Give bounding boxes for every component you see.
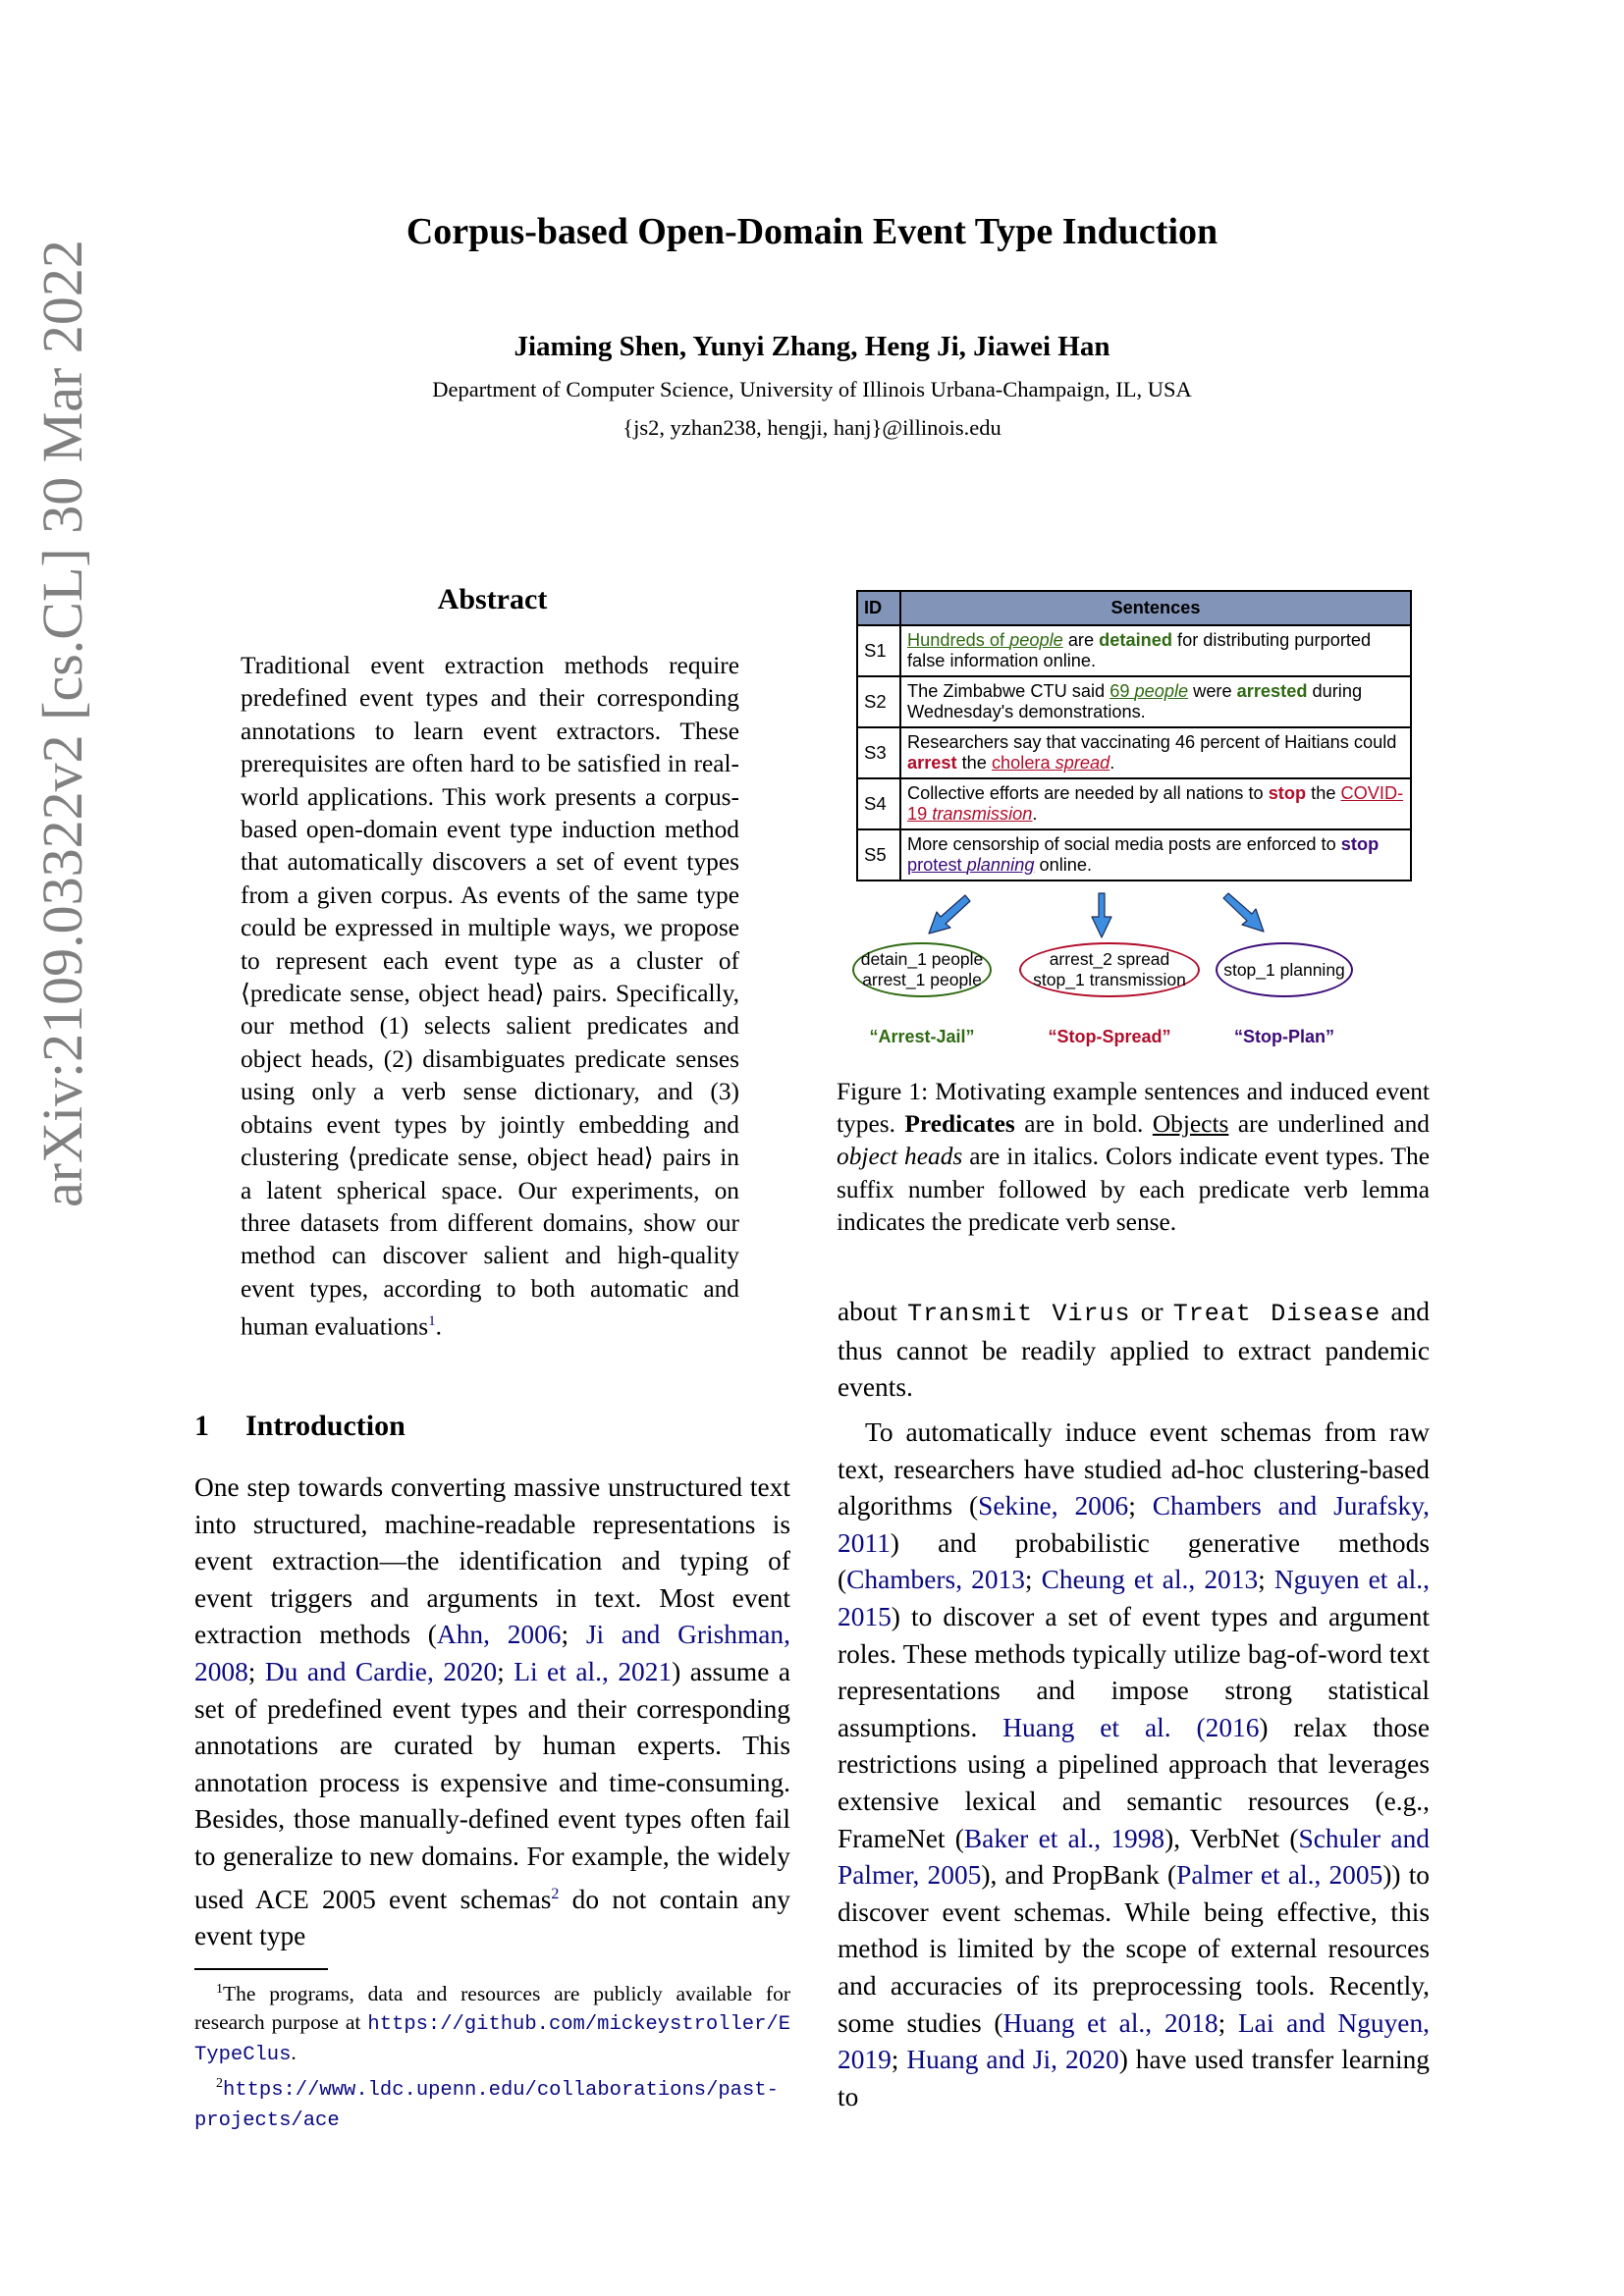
paper-authors: Jiaming Shen, Yunyi Zhang, Heng Ji, Jiawei Han — [514, 331, 1110, 362]
intro-paragraph-2: To automatically induce event schemas from raw text, researchers have studied ad-hoc clustering-based algorithms (Sekine, 2006; Chambers and Jurafsky, 2011) and probabilistic generative methods (Chambers, 2013; Cheung et al., 2013; Nguyen et al., 2015) to discover a set of event types and argument roles. These methods typically utilize bag-of-word text representations and impose strong statistical assumptions. Huang et al. (2016) relax those restrictions using a pipelined approach that leverages extensive lexical and semantic resources (e.g., FrameNet (Baker et al., 1998), VerbNet (Schuler and Palmer, 2005), and PropBank (Palmer et al., 2005)) to discover event schemas. While being effective, this method is limited by the scope of external resources and accuracies of its preprocessing tools. Recently, some studies (Huang et al., 2018; Lai and Nguyen, 2019; Huang and Ji, 2020) have used transfer learning to — [838, 1417, 1430, 2111]
object-head: planning — [966, 855, 1035, 875]
citation-ji-grishman-2008[interactable]: Ji and Grishman, 2008 — [194, 1620, 790, 1686]
citation-lai-nguyen-2019[interactable]: Lai and Nguyen, 2019 — [838, 2007, 1430, 2075]
predicate: stop — [1268, 782, 1307, 803]
row-id: S2 — [857, 676, 900, 727]
intro-paragraph-1-continued: about Transmit Virus or Treat Disease and thus cannot be readily applied to extract pandemic events. — [838, 1297, 1430, 1403]
cluster-pair: arrest_1 people — [862, 970, 982, 989]
table-row — [857, 676, 1411, 727]
abstract-text: Traditional event extraction methods require predefined event types and their corresponding annotations to learn event extractors. These prerequisites are often hard to be satisfied in real-world applications. This work presents a corpus-based open-domain event type induction method that automatically discovers a set of event types from a given corpus. As events of the same type could be expressed in multiple ways, we propose to represent each event type as a cluster of ⟨predicate sense, object head⟩ pairs. Specifically, our method (1) selects salient predicates and object heads, (2) disambiguates predicate senses using only a verb sense dictionary, and (3) obtains event types by jointly embedding and clustering ⟨predicate sense, object head⟩ pairs in a latent spherical space. Our experiments, on three datasets from different domains, show our method can discover salient and high-quality event types, according to both automatic and human evaluations — [241, 652, 739, 1341]
table-row — [857, 727, 1411, 778]
object-phrase: cholera spread — [991, 753, 1110, 773]
event-type-label-stop-spread: “Stop-Spread” — [1048, 1027, 1171, 1046]
cluster-pair: stop_1 planning — [1223, 959, 1345, 980]
section-number: 1 — [194, 1410, 209, 1442]
body-text: ) assume a set of predefined event types and their corresponding annotations are curated by human experts. This annotation process is expensive and time-consuming. Besides, those manually-defined event types often fail to generalize to new domains. For example, the widely used ACE 2005 event schemas — [194, 1656, 791, 1914]
row-sentence: More censorship of social media posts are enforced to stop protest planning online. — [900, 829, 1411, 881]
object-head: people — [1009, 629, 1063, 650]
row-sentence: Hundreds of people are detained for distributing purported false information online. — [900, 625, 1411, 676]
footnote-1-text: The programs, data and resources are publicly available for research purpose at — [194, 1982, 790, 2034]
cluster-arrest-jail — [852, 942, 992, 997]
footnote-rule — [194, 1968, 328, 1970]
object-phrase: COVID-19 transmission — [907, 782, 1404, 824]
cluster-stop-spread — [1019, 942, 1200, 997]
abstract-body — [241, 650, 739, 1344]
object-phrase: 69 people — [1110, 680, 1189, 701]
object-phrase: Hundreds of people — [907, 629, 1063, 650]
event-type-transmit-virus: Transmit Virus — [907, 1300, 1131, 1328]
abstract-heading: Abstract — [437, 583, 548, 615]
footnotes — [194, 1976, 790, 2136]
citation-li-2021[interactable]: Li et al., 2021 — [514, 1656, 673, 1686]
citation-huang-2018[interactable]: Huang et al., 2018 — [1002, 2007, 1218, 2038]
cluster-stop-plan — [1216, 942, 1353, 997]
object-phrase: protest planning — [907, 855, 1035, 875]
footnote-ref-1[interactable]: 1 — [428, 1313, 436, 1330]
predicate: arrested — [1236, 680, 1308, 701]
citation-ahn-2006[interactable]: Ahn, 2006 — [436, 1620, 562, 1650]
table-row — [857, 829, 1411, 881]
section-title: Introduction — [245, 1410, 406, 1442]
intro-paragraph-1: One step towards converting massive unstructured text into structured, machine-readable representations is event extraction—the identification and typing of event triggers and arguments in text. Most event extraction methods (Ahn, 2006; Ji and Grishman, 2008; Du and Cardie, 2020; Li et al., 2021) assume a set of predefined event types and their corresponding annotations are curated by human experts. This annotation process is expensive and time-consuming. Besides, those manually-defined event types often fail to generalize to new domains. For example, the widely used ACE 2005 event schemas$^2$ do not contain any event type — [194, 1472, 791, 1951]
footnote-2 — [194, 2070, 790, 2136]
ldc-ace-link[interactable]: https://www.ldc.upenn.edu/collaborations/past-projects/ace — [194, 2078, 779, 2133]
column-header-id: ID — [857, 591, 900, 625]
github-link[interactable]: https://github.com/mickeystroller/ETypeClus — [194, 2012, 790, 2067]
citation-chambers-2013[interactable]: Chambers, 2013 — [846, 1565, 1025, 1595]
row-sentence: The Zimbabwe CTU said 69 people were arrested during Wednesday's demonstrations. — [900, 676, 1411, 727]
object-head: people — [1134, 680, 1189, 701]
object-head: transmission — [932, 804, 1033, 824]
row-sentence: Collective efforts are needed by all nations to stop the COVID-19 transmission. — [900, 778, 1411, 829]
footnote-ref-2[interactable]: 2 — [551, 1885, 560, 1902]
citation-chambers-jurafsky-2011[interactable]: Chambers and Jurafsky, 2011 — [838, 1491, 1430, 1558]
cluster-pair: stop_1 transmission — [1033, 970, 1186, 989]
footnote-2-mark: 2 — [216, 2075, 223, 2091]
predicate: detained — [1099, 629, 1172, 650]
row-id: S1 — [857, 625, 900, 676]
abstract-period: . — [435, 1312, 442, 1341]
arrow-down-icon — [1092, 893, 1111, 937]
row-sentence: Researchers say that vaccinating 46 percent of Haitians could arrest the cholera spread. — [900, 727, 1411, 778]
citation-du-cardie-2020[interactable]: Du and Cardie, 2020 — [264, 1656, 498, 1686]
row-id: S3 — [857, 727, 900, 778]
event-type-treat-disease: Treat Disease — [1172, 1300, 1381, 1328]
caption-bold-term: Predicates — [904, 1110, 1015, 1139]
citation-cheung-2013[interactable]: Cheung et al., 2013 — [1041, 1565, 1259, 1595]
predicate: arrest — [907, 753, 957, 773]
figure-1-caption: Figure 1: Motivating example sentences and induced event types. Predicates are in bold. Objects are underlined and object heads are in italics. Colors indicate event types. The suffix number followed by each predicate verb lemma indicates the predicate verb sense. — [837, 1078, 1431, 1236]
footnote-1-end: . — [291, 2041, 297, 2065]
body-text: One step towards converting massive unstructured text into structured, machine-readable representations is event extraction—the identification and typing of event triggers and arguments in text. Most event extraction methods ( — [194, 1472, 790, 1650]
citation-palmer-2005[interactable]: Palmer et al., 2005 — [1176, 1860, 1383, 1891]
author-emails: {js2, yzhan238, hengji, hanj}@illinois.edu — [623, 415, 1001, 440]
caption-underlined-term: Objects — [1152, 1110, 1229, 1139]
figure-1-sentence-table — [856, 590, 1412, 881]
predicate: stop — [1340, 833, 1380, 854]
figure-arrows — [854, 889, 1424, 948]
author-affiliation: Department of Computer Science, University of Illinois Urbana-Champaign, IL, USA — [432, 377, 1192, 401]
arxiv-identifier-stamp: arXiv:2109.03322v2 [cs.CL] 30 Mar 2022 — [30, 240, 94, 1207]
paper-title: Corpus-based Open-Domain Event Type Induction — [406, 211, 1218, 252]
citation-huang-ji-2020[interactable]: Huang and Ji, 2020 — [906, 2045, 1119, 2075]
footnote-1-mark: 1 — [216, 1982, 223, 1997]
citation-baker-1998[interactable]: Baker et al., 1998 — [963, 1823, 1165, 1853]
arrow-down-left-icon — [929, 895, 970, 934]
citation-schuler-palmer-2005[interactable]: Schuler and Palmer, 2005 — [838, 1823, 1430, 1891]
table-row — [857, 625, 1411, 676]
arrow-down-right-icon — [1223, 893, 1264, 932]
citation-huang-2016[interactable]: Huang et al. (2016 — [1002, 1712, 1260, 1742]
caption-italic-term: object heads — [837, 1143, 963, 1171]
event-type-label-arrest-jail: “Arrest-Jail” — [869, 1027, 975, 1046]
footnote-1 — [194, 1976, 790, 2070]
event-type-label-stop-plan: “Stop-Plan” — [1234, 1027, 1334, 1046]
row-id: S4 — [857, 778, 900, 829]
row-id: S5 — [857, 829, 900, 881]
section-heading-introduction — [194, 1410, 406, 1443]
table-header-row — [857, 591, 1411, 625]
cluster-pair: arrest_2 spread — [1049, 949, 1170, 969]
column-header-sentences: Sentences — [900, 591, 1411, 625]
body-text: do not contain any event type — [194, 1884, 790, 1951]
object-head: spread — [1055, 753, 1110, 773]
cluster-pair: detain_1 people — [860, 949, 984, 969]
citation-nguyen-2015[interactable]: Nguyen et al., 2015 — [838, 1565, 1430, 1631]
citation-sekine-2006[interactable]: Sekine, 2006 — [978, 1491, 1129, 1522]
table-row — [857, 778, 1411, 829]
